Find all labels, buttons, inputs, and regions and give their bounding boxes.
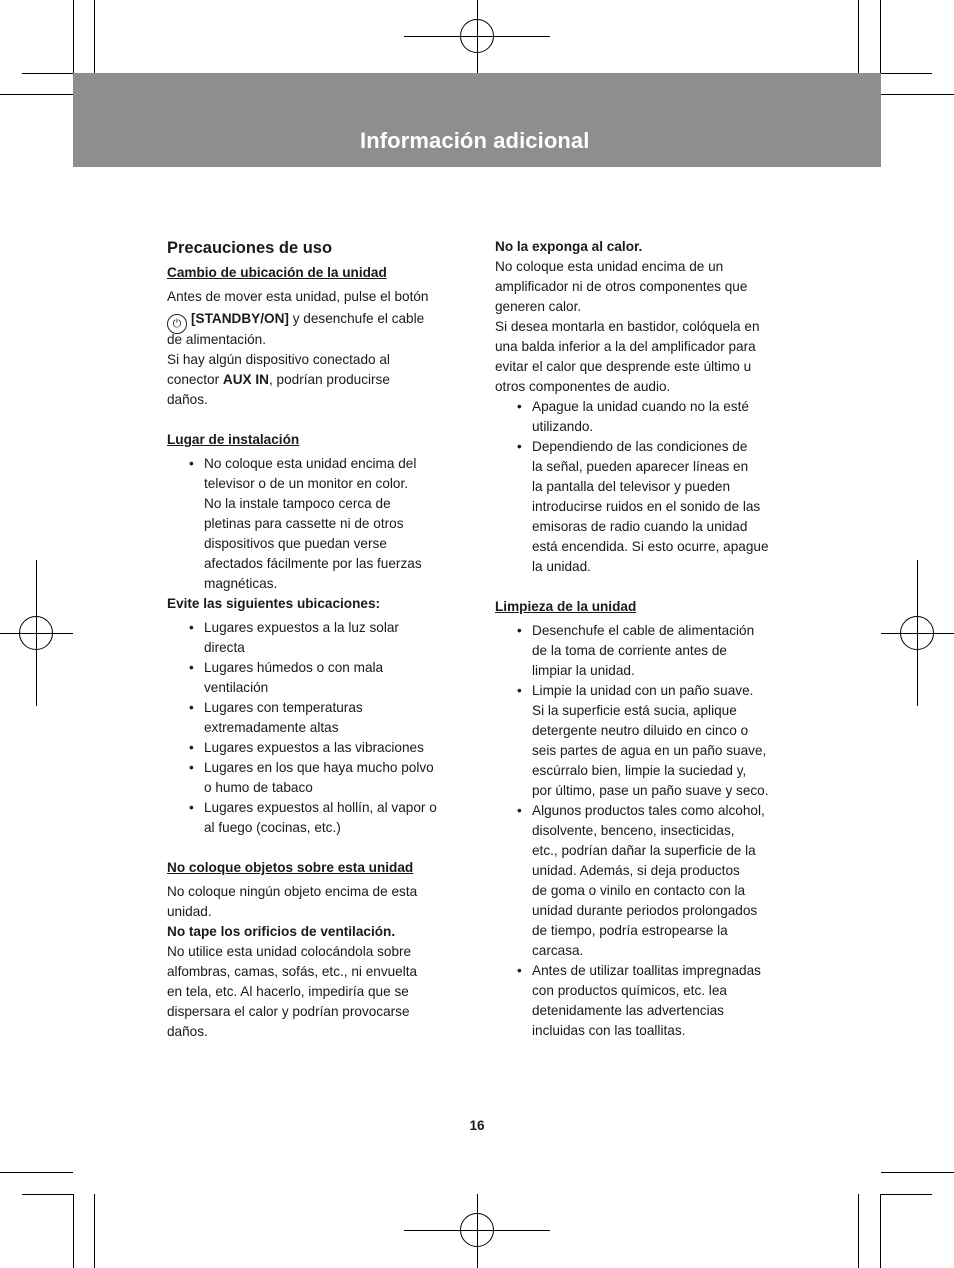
list-item: • No coloque esta unidad encima del televisor o de un monitor en color. No la instale tampoco cerca de pletinas para cassette ni de otros dispositivos que puedan verse afectados fácilmente por las fuerzas magnéticas. xyxy=(167,454,462,594)
heat-list xyxy=(495,397,795,577)
list-item: • Desenchufe el cable de alimentación de la toma de corriente antes de limpiar la unidad. xyxy=(495,621,795,681)
relocation-line-2: ⏻ [STANDBY/ON] y desenchufe el cable xyxy=(167,309,462,334)
header-banner xyxy=(73,73,881,167)
relocation-line-4: Si hay algún dispositivo conectado al xyxy=(167,352,390,367)
list-item: • Dependiendo de las condiciones de la señal, pueden aparecer líneas en la pantalla del televisor y pueden introducirse ruidos en el sonido de las emisoras de radio cuando la unidad está encendida. Si esto ocurre, apague la unidad. xyxy=(495,437,795,577)
vent-text: No utilice esta unidad colocándola sobre alfombras, camas, sofás, etc., ni envuelta en tela, etc. Al hacerlo, impediría que se dispersara el calor y podrían provocarse daños. xyxy=(167,944,418,1039)
subheading-relocation: Cambio de ubicación de la unidad xyxy=(167,265,387,280)
page-title: Información adicional xyxy=(360,128,590,153)
relocation-line-6: daños. xyxy=(167,392,208,407)
page-number: 16 xyxy=(469,1118,485,1133)
power-icon: ⏻ xyxy=(167,314,187,334)
installation-note-list xyxy=(167,454,462,594)
list-item: • Lugares con temperaturas extremadamente altas xyxy=(167,698,462,738)
list-item: • Antes de utilizar toallitas impregnadas con productos químicos, etc. lea detenidamente las advertencias incluidas con las toallitas. xyxy=(495,961,795,1041)
relocation-line-1: Antes de mover esta unidad, pulse el botón xyxy=(167,289,429,304)
list-item: • Algunos productos tales como alcohol, disolvente, benceno, insecticidas, etc., podrían dañar la superficie de la unidad. Además, si deja productos de goma o vinilo en contacto con la unidad durante periodos prolongados de tiempo, podría estropearse la carcasa. xyxy=(495,801,795,961)
heat-text: No coloque esta unidad encima de un amplificador ni de otros componentes que generen calor. Si desea montarla en bastidor, colóquela en una balda inferior a la del amplificador para evitar el calor que desprende este último u otros componentes de audio. xyxy=(495,259,760,394)
list-item: • Lugares expuestos a la luz solar directa xyxy=(167,618,462,658)
subheading-installation: Lugar de instalación xyxy=(167,432,300,447)
list-item: • Lugares expuestos al hollín, al vapor o al fuego (cocinas, etc.) xyxy=(167,798,462,838)
list-item: • Apague la unidad cuando no la esté utilizando. xyxy=(495,397,795,437)
avoid-heading: Evite las siguientes ubicaciones: xyxy=(167,596,381,611)
section-heading: Precauciones de uso xyxy=(167,239,333,257)
no-objects-text: No coloque ningún objeto encima de esta unidad. xyxy=(167,884,418,919)
vent-heading: No tape los orificios de ventilación. xyxy=(167,924,396,939)
cleaning-list xyxy=(495,621,795,1041)
avoid-list xyxy=(167,618,462,838)
list-item: • Limpie la unidad con un paño suave. Si la superficie está sucia, aplique detergente neutro diluido en cinco o seis partes de agua en un paño suave, escúrralo bien, limpie la suciedad y, por último, pase un paño suave y seco. xyxy=(495,681,795,801)
relocation-line-5: conector AUX IN, podrían producirse xyxy=(167,372,390,387)
right-column xyxy=(495,237,795,1041)
subheading-cleaning: Limpieza de la unidad xyxy=(495,599,637,614)
heat-heading: No la exponga al calor. xyxy=(495,239,643,254)
left-column xyxy=(167,238,462,1042)
relocation-line-3: de alimentación. xyxy=(167,332,266,347)
list-item: • Lugares húmedos o con mala ventilación xyxy=(167,658,462,698)
subheading-no-objects: No coloque objetos sobre esta unidad xyxy=(167,860,414,875)
list-item: • Lugares en los que haya mucho polvo o humo de tabaco xyxy=(167,758,462,798)
list-item: • Lugares expuestos a las vibraciones xyxy=(167,738,462,758)
